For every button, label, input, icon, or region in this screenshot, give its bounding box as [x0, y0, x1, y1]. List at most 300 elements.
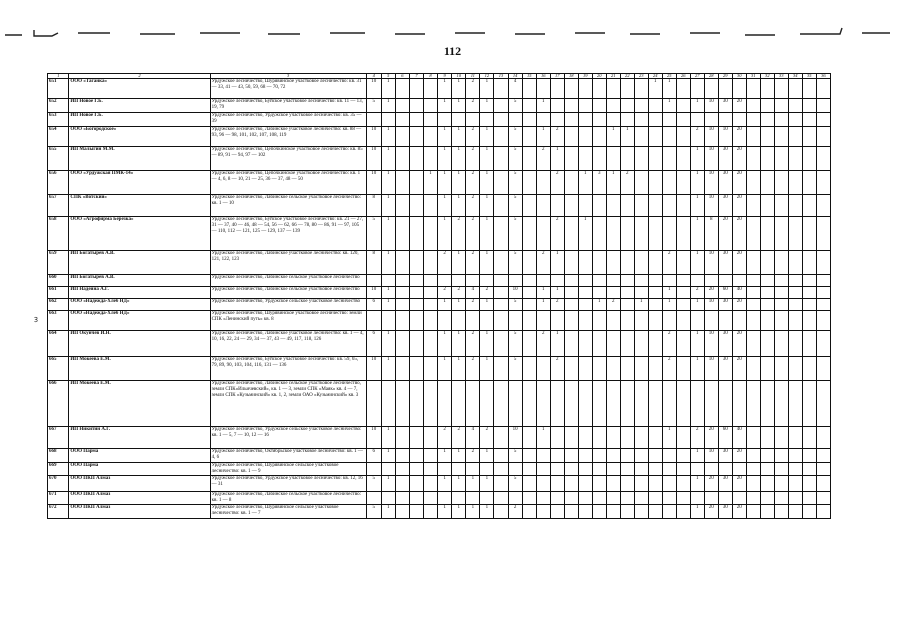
- quota-cell: 10: [366, 147, 381, 171]
- quota-cell: [620, 299, 634, 311]
- quota-cell: [578, 287, 592, 299]
- quota-cell: [746, 99, 760, 113]
- quota-cell: 1: [452, 195, 466, 217]
- quota-cell: [802, 99, 816, 113]
- quota-cell: [564, 427, 578, 449]
- quota-cell: [788, 381, 802, 427]
- quota-cell: 2: [606, 299, 620, 311]
- quota-cell: 2: [662, 331, 676, 357]
- quota-cell: [620, 476, 634, 492]
- quota-cell: [620, 449, 634, 463]
- quota-cell: 1: [438, 357, 452, 381]
- quota-cell: [676, 147, 690, 171]
- quota-cell: [606, 331, 620, 357]
- organization-name: ООО Парма: [69, 449, 210, 463]
- quota-cell: 30: [718, 331, 732, 357]
- quota-cell: [648, 331, 662, 357]
- quota-cell: 1: [452, 127, 466, 147]
- table-row: [48, 251, 831, 275]
- quota-cell: 20: [732, 99, 746, 113]
- quota-cell: [466, 275, 480, 287]
- quota-cell: 20: [704, 505, 718, 519]
- quota-cell: [690, 381, 704, 427]
- quota-cell: 1: [606, 127, 620, 147]
- quota-cell: 10: [704, 299, 718, 311]
- quota-cell: [550, 463, 564, 476]
- quota-cell: 1: [620, 127, 634, 147]
- quota-cell: [802, 476, 816, 492]
- row-number: 662: [48, 299, 69, 311]
- quota-cell: 2: [452, 427, 466, 449]
- column-number: 9: [438, 74, 452, 79]
- quota-cell: [592, 476, 606, 492]
- quota-cell: [690, 311, 704, 331]
- quota-cell: [522, 113, 536, 127]
- location-description: Урдужское лесничество, Урдужское участковое лесничество: кв. 12, 16 — 31: [210, 476, 366, 492]
- quota-cell: 1: [536, 427, 550, 449]
- quota-cell: [704, 492, 718, 505]
- quota-cell: [802, 427, 816, 449]
- quota-cell: 1: [452, 476, 466, 492]
- organization-name: ИП Малыгин М.М.: [69, 147, 210, 171]
- quota-cell: [564, 331, 578, 357]
- quota-cell: 5: [366, 217, 381, 251]
- quota-cell: 30: [718, 171, 732, 195]
- quota-cell: [508, 381, 522, 427]
- quota-cell: 2: [466, 357, 480, 381]
- quota-cell: [690, 79, 704, 99]
- quota-cell: 60: [718, 287, 732, 299]
- quota-cell: [788, 171, 802, 195]
- quota-cell: [578, 99, 592, 113]
- organization-name: ИП Богатырев А.В.: [69, 275, 210, 287]
- quota-cell: [395, 113, 409, 127]
- organization-name: ИП Мокеева Е.М.: [69, 357, 210, 381]
- quota-cell: [423, 113, 437, 127]
- quota-cell: [662, 127, 676, 147]
- quota-cell: [634, 492, 648, 505]
- quota-cell: [788, 251, 802, 275]
- quota-cell: [676, 463, 690, 476]
- quota-cell: 5: [508, 251, 522, 275]
- organization-name: ООО «Богородское»: [69, 127, 210, 147]
- quota-cell: [634, 311, 648, 331]
- row-number: 652: [48, 99, 69, 113]
- quota-cell: [409, 195, 423, 217]
- quota-cell: [423, 287, 437, 299]
- quota-cell: 2: [466, 171, 480, 195]
- quota-cell: 1: [480, 147, 494, 171]
- organization-name: ООО «Надежда-Хлеб НД»: [69, 299, 210, 311]
- row-number: 654: [48, 127, 69, 147]
- quota-cell: 20: [704, 287, 718, 299]
- quota-cell: [676, 195, 690, 217]
- location-description: Урдужское лесничество, Лабинское сельское участковое лесничество, земли СПК«Ильичевский», кв. 1 — 3, земли СПК «Маяк» кв. 4 — 7, земли СПК «Кузьминский» кв. 1, 2, земли ОАО «Кузьминский» кв. 3: [210, 381, 366, 427]
- quota-cell: [536, 275, 550, 287]
- quota-cell: [760, 381, 774, 427]
- quota-cell: 10: [508, 287, 522, 299]
- table-row: [48, 127, 831, 147]
- quota-cell: [620, 427, 634, 449]
- quota-cell: [788, 463, 802, 476]
- quota-cell: 1: [438, 79, 452, 99]
- location-description: Урдужское лесничество, Урдужское сельское участковое лесничество: кв. 1 — 5, 7 — 10, 12 — 16: [210, 427, 366, 449]
- quota-cell: 2: [466, 331, 480, 357]
- table-row: [48, 476, 831, 492]
- quota-cell: [634, 331, 648, 357]
- quota-cell: [676, 287, 690, 299]
- quota-cell: 2: [466, 449, 480, 463]
- row-number: 668: [48, 449, 69, 463]
- quota-cell: 1: [438, 171, 452, 195]
- quota-cell: 20: [732, 147, 746, 171]
- quota-cell: [494, 357, 508, 381]
- location-description: Урдужское лесничество, Урдужское сельское участковое лесничество: [210, 299, 366, 311]
- quota-cell: 10: [704, 99, 718, 113]
- quota-cell: [788, 79, 802, 99]
- quota-cell: 1: [438, 299, 452, 311]
- quota-cell: 1: [381, 449, 395, 463]
- quota-cell: [550, 79, 564, 99]
- quota-cell: [592, 251, 606, 275]
- quota-cell: 10: [704, 251, 718, 275]
- quota-cell: [522, 217, 536, 251]
- quota-cell: [662, 147, 676, 171]
- quota-cell: 40: [732, 427, 746, 449]
- quota-cell: 10: [704, 449, 718, 463]
- organization-name: ООО Парма: [69, 463, 210, 476]
- quota-cell: [788, 476, 802, 492]
- quota-cell: [522, 331, 536, 357]
- quota-cell: [508, 275, 522, 287]
- quota-cell: [494, 299, 508, 311]
- location-description: Урдужское лесничество, Буйское участковое лесничество: кв. 59, 65, 79, 89, 90, 103, 104, 116, 131 — 136: [210, 357, 366, 381]
- quota-cell: [480, 381, 494, 427]
- quota-cell: [662, 381, 676, 427]
- quota-cell: 8: [366, 251, 381, 275]
- column-number: 36: [816, 74, 830, 79]
- quota-cell: 1: [690, 331, 704, 357]
- quota-cell: [395, 311, 409, 331]
- quota-cell: [466, 463, 480, 476]
- quota-cell: [550, 195, 564, 217]
- quota-cell: [634, 147, 648, 171]
- quota-cell: 10: [704, 147, 718, 171]
- quota-cell: [564, 463, 578, 476]
- column-number: 8: [423, 74, 437, 79]
- quota-cell: 20: [732, 476, 746, 492]
- quota-cell: 10: [704, 171, 718, 195]
- quota-cell: [606, 357, 620, 381]
- quota-cell: 5: [508, 127, 522, 147]
- quota-cell: [409, 492, 423, 505]
- quota-cell: 2: [438, 287, 452, 299]
- quota-cell: 5: [508, 171, 522, 195]
- quota-cell: [662, 195, 676, 217]
- quota-cell: [606, 505, 620, 519]
- quota-cell: [802, 147, 816, 171]
- quota-cell: [760, 331, 774, 357]
- quota-cell: [522, 299, 536, 311]
- quota-cell: 20: [732, 357, 746, 381]
- quota-cell: [788, 195, 802, 217]
- quota-cell: [704, 113, 718, 127]
- quota-cell: [634, 113, 648, 127]
- quota-cell: [522, 492, 536, 505]
- quota-cell: [816, 79, 830, 99]
- quota-cell: 1: [438, 476, 452, 492]
- quota-cell: [536, 381, 550, 427]
- quota-cell: 4: [466, 287, 480, 299]
- quota-cell: [395, 463, 409, 476]
- column-number: 22: [620, 74, 634, 79]
- quota-cell: [550, 381, 564, 427]
- quota-cell: [802, 505, 816, 519]
- quota-cell: [634, 99, 648, 113]
- quota-cell: [816, 195, 830, 217]
- quota-cell: 2: [438, 427, 452, 449]
- quota-cell: 1: [452, 449, 466, 463]
- quota-cell: [662, 505, 676, 519]
- quota-cell: 1: [452, 79, 466, 99]
- quota-cell: [438, 492, 452, 505]
- quota-cell: [423, 217, 437, 251]
- quota-cell: [438, 311, 452, 331]
- quota-cell: [634, 171, 648, 195]
- quota-cell: [438, 381, 452, 427]
- quota-cell: [774, 476, 788, 492]
- quota-cell: 30: [718, 476, 732, 492]
- quota-cell: [774, 505, 788, 519]
- row-number: 663: [48, 311, 69, 331]
- quota-cell: 3: [592, 171, 606, 195]
- quota-cell: [452, 311, 466, 331]
- quota-cell: [564, 299, 578, 311]
- quota-cell: 1: [550, 331, 564, 357]
- quota-cell: [536, 476, 550, 492]
- quota-cell: 1: [578, 217, 592, 251]
- quota-cell: [662, 113, 676, 127]
- quota-cell: [550, 113, 564, 127]
- quota-cell: [395, 127, 409, 147]
- quota-cell: [550, 492, 564, 505]
- quota-cell: [774, 195, 788, 217]
- quota-cell: [522, 99, 536, 113]
- row-number: 669: [48, 463, 69, 476]
- quota-cell: 1: [648, 79, 662, 99]
- quota-cell: [704, 275, 718, 287]
- column-number: 17: [550, 74, 564, 79]
- quota-cell: [648, 449, 662, 463]
- quota-cell: [606, 275, 620, 287]
- quota-cell: [366, 113, 381, 127]
- location-description: Урдужское лесничество, Октябрьское участковое лесничество: кв. 1 — 4, 6: [210, 449, 366, 463]
- quota-cell: [788, 331, 802, 357]
- quota-cell: [409, 99, 423, 113]
- quota-cell: [788, 287, 802, 299]
- quota-cell: [816, 147, 830, 171]
- quota-cell: [746, 171, 760, 195]
- quota-cell: [802, 127, 816, 147]
- quota-cell: 5: [366, 476, 381, 492]
- organization-name: ООО ПКП Алмаз: [69, 476, 210, 492]
- quota-cell: [620, 381, 634, 427]
- quota-cell: [634, 217, 648, 251]
- quota-cell: [606, 195, 620, 217]
- quota-cell: 5: [508, 476, 522, 492]
- quota-cell: [536, 217, 550, 251]
- quota-cell: [395, 357, 409, 381]
- quota-cell: 1: [466, 476, 480, 492]
- quota-cell: [409, 127, 423, 147]
- quota-cell: [395, 195, 409, 217]
- quota-cell: [606, 79, 620, 99]
- quota-cell: [395, 381, 409, 427]
- quota-cell: [409, 147, 423, 171]
- location-description: Урдужское лесничество, Лабинское сельское участковое лесничество: [210, 287, 366, 299]
- quota-cell: [536, 171, 550, 195]
- quota-cell: [634, 287, 648, 299]
- quota-cell: [746, 463, 760, 476]
- quota-cell: [452, 492, 466, 505]
- register-table: [47, 73, 831, 519]
- page-number: 112: [443, 44, 462, 58]
- quota-cell: [423, 311, 437, 331]
- column-number: 33: [774, 74, 788, 79]
- quota-cell: [381, 381, 395, 427]
- table-row: [48, 171, 831, 195]
- quota-cell: [620, 505, 634, 519]
- quota-cell: [802, 463, 816, 476]
- column-number: 3: [210, 74, 366, 79]
- quota-cell: [816, 463, 830, 476]
- quota-cell: [774, 147, 788, 171]
- quota-cell: [409, 463, 423, 476]
- quota-cell: 2: [480, 427, 494, 449]
- quota-cell: [592, 147, 606, 171]
- location-description: Урдужское лесничество, Лабинское сельское участковое лесничество: кв. 1 — 8: [210, 492, 366, 505]
- column-number: 18: [564, 74, 578, 79]
- quota-cell: [564, 195, 578, 217]
- quota-cell: [423, 299, 437, 311]
- quota-cell: [606, 449, 620, 463]
- quota-cell: [522, 251, 536, 275]
- quota-cell: [676, 299, 690, 311]
- quota-cell: [760, 113, 774, 127]
- quota-cell: 2: [536, 251, 550, 275]
- quota-cell: [494, 505, 508, 519]
- quota-cell: [550, 427, 564, 449]
- quota-cell: 5: [508, 331, 522, 357]
- quota-cell: 1: [536, 99, 550, 113]
- quota-cell: [592, 492, 606, 505]
- quota-cell: [620, 357, 634, 381]
- quota-cell: [676, 171, 690, 195]
- quota-cell: [816, 357, 830, 381]
- quota-cell: 1: [690, 357, 704, 381]
- quota-cell: 1: [690, 505, 704, 519]
- row-number: 670: [48, 476, 69, 492]
- quota-cell: 1: [550, 287, 564, 299]
- quota-cell: [466, 492, 480, 505]
- quota-cell: [620, 147, 634, 171]
- table-row: [48, 147, 831, 171]
- quota-cell: [732, 311, 746, 331]
- quota-cell: 2: [550, 127, 564, 147]
- location-description: Урдужское лесничество, Лабинское участковое лесничество: кв. 1 — 4, 10, 16, 22, 24 — 29, 34 — 37, 43 — 49, 117, 118, 126: [210, 331, 366, 357]
- quota-cell: 5: [508, 195, 522, 217]
- quota-cell: 5: [508, 299, 522, 311]
- quota-cell: [592, 195, 606, 217]
- quota-cell: [480, 463, 494, 476]
- quota-cell: [676, 476, 690, 492]
- quota-cell: [564, 275, 578, 287]
- quota-cell: [395, 217, 409, 251]
- quota-cell: [508, 311, 522, 331]
- quota-cell: [564, 476, 578, 492]
- quota-cell: [522, 147, 536, 171]
- table-row: [48, 195, 831, 217]
- table-row: [48, 311, 831, 331]
- quota-cell: [816, 127, 830, 147]
- quota-cell: [774, 79, 788, 99]
- quota-cell: [648, 217, 662, 251]
- quota-cell: [760, 427, 774, 449]
- quota-cell: [718, 311, 732, 331]
- quota-cell: 2: [480, 287, 494, 299]
- quota-cell: 1: [438, 331, 452, 357]
- location-description: Урдужское лесничество, Шурявинское сельское участковое лесничество: кв. 1 — 9: [210, 463, 366, 476]
- table-row: [48, 79, 831, 99]
- quota-cell: [676, 381, 690, 427]
- quota-cell: 1: [480, 505, 494, 519]
- row-number: 672: [48, 505, 69, 519]
- quota-cell: 2: [536, 147, 550, 171]
- quota-cell: [564, 381, 578, 427]
- quota-cell: 1: [438, 449, 452, 463]
- quota-cell: 2: [620, 171, 634, 195]
- quota-cell: [648, 311, 662, 331]
- quota-cell: [423, 99, 437, 113]
- quota-cell: [578, 311, 592, 331]
- quota-cell: [423, 505, 437, 519]
- quota-cell: [564, 287, 578, 299]
- quota-cell: [606, 113, 620, 127]
- quota-cell: [606, 492, 620, 505]
- quota-cell: 10: [704, 357, 718, 381]
- quota-cell: [438, 275, 452, 287]
- quota-cell: 1: [480, 79, 494, 99]
- quota-cell: [802, 171, 816, 195]
- quota-cell: [620, 331, 634, 357]
- quota-cell: [409, 427, 423, 449]
- quota-cell: [366, 381, 381, 427]
- quota-cell: 10: [366, 171, 381, 195]
- quota-cell: 8: [366, 195, 381, 217]
- row-number: 656: [48, 171, 69, 195]
- column-number: 23: [634, 74, 648, 79]
- table-row: [48, 463, 831, 476]
- quota-cell: 30: [718, 449, 732, 463]
- quota-cell: [732, 381, 746, 427]
- quota-cell: 1: [480, 195, 494, 217]
- quota-cell: [802, 251, 816, 275]
- quota-cell: 1: [381, 195, 395, 217]
- quota-cell: [536, 311, 550, 331]
- quota-cell: [774, 99, 788, 113]
- quota-cell: 1: [381, 251, 395, 275]
- quota-cell: [788, 299, 802, 311]
